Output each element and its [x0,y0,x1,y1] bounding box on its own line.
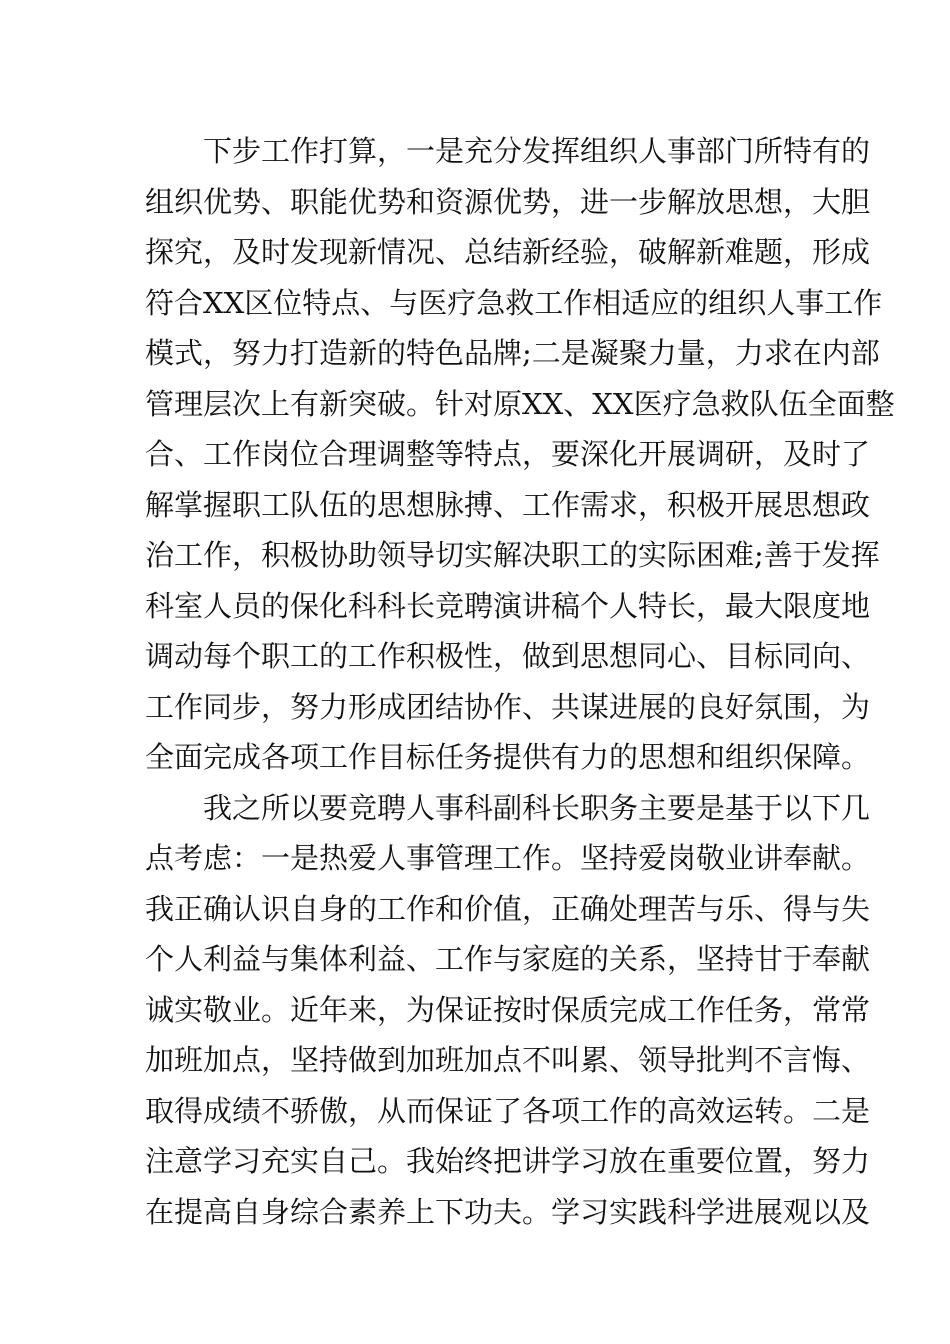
paragraph-line: 诚实敬业。近年来，为保证按时保质完成工作任务，常常 [145,992,871,1027]
paragraph-line: 管理层次上有新突破。针对原XX、XX医疗急救队伍全面整 [145,386,895,421]
paragraph-line: 取得成绩不骄傲，从而保证了各项工作的高效运转。二是 [145,1093,871,1128]
paragraph-work-plan [145,126,895,783]
paragraph-line: 加班加点，坚持做到加班加点不叫累、领导批判不言悔、 [145,1043,871,1077]
paragraph-reasons [145,783,871,1238]
paragraph-line: 合、工作岗位合理调整等特点，要深化开展调研，及时了 [145,437,871,471]
paragraph-line: 我之所以要竞聘人事科副科长职务主要是基于以下几 [203,790,871,825]
paragraph-line: 我正确认识自身的工作和价值，正确处理苦与乐、得与失 [145,891,871,926]
paragraph-line: 模式，努力打造新的特色品牌;二是凝聚力量，力求在内部 [145,336,880,370]
paragraph-line: 注意学习充实自己。我始终把讲学习放在重要位置，努力 [145,1144,871,1178]
paragraph-line: 解掌握职工队伍的思想脉搏、工作需求，积极开展思想政 [145,487,871,522]
paragraph-line: 个人利益与集体利益、工作与家庭的关系，坚持甘于奉献 [145,942,871,976]
paragraph-line: 在提高自身综合素养上下功夫。学习实践科学进展观以及 [145,1194,871,1229]
paragraph-line: 治工作，积极协助领导切实解决职工的实际困难;善于发挥 [145,538,880,572]
paragraph-line: 全面完成各项工作目标任务提供有力的思想和组织保障。 [145,740,871,774]
paragraph-line: 调动每个职工的工作积极性，做到思想同心、目标同向、 [145,639,871,673]
paragraph-line: 下步工作打算，一是充分发挥组织人事部门所特有的 [203,134,871,168]
paragraph-line: 科室人员的保化科科长竞聘演讲稿个人特长，最大限度地 [145,588,871,623]
paragraph-line: 点考虑：一是热爱人事管理工作。坚持爱岗敬业讲奉献。 [145,841,871,875]
document-body [145,126,895,1237]
paragraph-line: 工作同步，努力形成团结协作、共谋进展的良好氛围，为 [145,689,871,724]
paragraph-line: 组织优势、职能优势和资源优势，进一步解放思想，大胆 [145,184,871,219]
paragraph-line: 符合XX区位特点、与医疗急救工作相适应的组织人事工作 [145,285,883,320]
paragraph-line: 探究，及时发现新情况、总结新经验，破解新难题，形成 [145,235,871,269]
